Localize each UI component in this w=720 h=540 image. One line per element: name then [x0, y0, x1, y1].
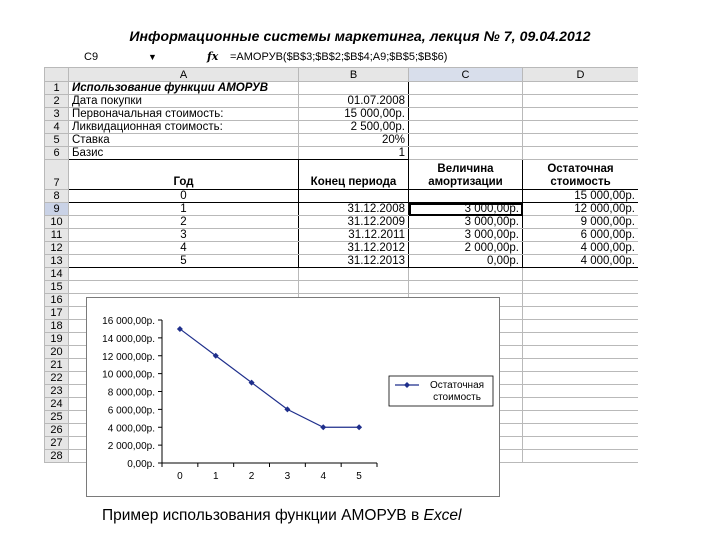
cell-b8[interactable] [299, 190, 409, 203]
cell-b12[interactable]: 31.12.2012 [299, 242, 409, 255]
cell-d3[interactable] [523, 108, 639, 121]
cell-c6[interactable] [409, 147, 523, 160]
row-header[interactable]: 12 [45, 242, 69, 255]
table-row [45, 160, 639, 190]
cell-a11[interactable]: 3 [69, 229, 299, 242]
cell-d15[interactable] [523, 281, 639, 294]
row-header[interactable]: 26 [45, 424, 69, 437]
slide-title: Информационные системы маркетинга, лекция № 7, 09.04.2012 [129, 28, 591, 44]
cell-c10[interactable]: 3 000,00р. [409, 216, 523, 229]
row-header[interactable]: 20 [45, 346, 69, 359]
cell-a12[interactable]: 4 [69, 242, 299, 255]
row-header[interactable]: 10 [45, 216, 69, 229]
data-point [320, 424, 326, 430]
cell-c12[interactable]: 2 000,00р. [409, 242, 523, 255]
row-header[interactable]: 6 [45, 147, 69, 160]
row-header[interactable]: 23 [45, 385, 69, 398]
cell-b2[interactable]: 01.07.2008 [299, 95, 409, 108]
row-header[interactable]: 24 [45, 398, 69, 411]
table-row [45, 147, 639, 160]
cell-d2[interactable] [523, 95, 639, 108]
x-tick-label: 2 [248, 471, 255, 482]
y-tick-label: 10 000,00р. [102, 369, 155, 381]
cell-d18[interactable] [523, 320, 639, 333]
row-header[interactable]: 1 [45, 82, 69, 95]
x-tick-label: 1 [212, 471, 219, 482]
cell-b7[interactable]: Конец периода [299, 160, 409, 190]
table-row [45, 190, 639, 203]
row-header[interactable]: 3 [45, 108, 69, 121]
column-header-row [45, 68, 639, 82]
cell-c3[interactable] [409, 108, 523, 121]
table-row [45, 203, 639, 216]
cell-d5[interactable] [523, 134, 639, 147]
cell-b9[interactable]: 31.12.2008 [299, 203, 409, 216]
cell-d11[interactable]: 6 000,00р. [523, 229, 639, 242]
cell-b3[interactable]: 15 000,00р. [299, 108, 409, 121]
table-row [45, 281, 639, 294]
row-header[interactable]: 21 [45, 359, 69, 372]
cell-d6[interactable] [523, 147, 639, 160]
row-header[interactable]: 4 [45, 121, 69, 134]
row-header[interactable]: 19 [45, 333, 69, 346]
y-tick-label: 4 000,00р. [107, 423, 155, 435]
row-header[interactable]: 11 [45, 229, 69, 242]
x-tick-label: 0 [177, 471, 183, 482]
cell-b6[interactable]: 1 [299, 147, 409, 160]
cell-c7[interactable]: Величина амортизации [409, 160, 523, 190]
cell-a8[interactable]: 0 [69, 190, 299, 203]
x-tick-label: 4 [320, 471, 327, 482]
cell-c5[interactable] [409, 134, 523, 147]
cell-a5[interactable]: Ставка [69, 134, 299, 147]
cell-d17[interactable] [523, 307, 639, 320]
row-header[interactable]: 14 [45, 268, 69, 281]
cell-c8[interactable] [409, 190, 523, 203]
row-header[interactable]: 13 [45, 255, 69, 268]
table-row [45, 95, 639, 108]
caption-app-name: Excel [423, 507, 462, 524]
cell-c11[interactable]: 3 000,00р. [409, 229, 523, 242]
cell-a6[interactable]: Базис [69, 147, 299, 160]
name-box-dropdown-icon[interactable]: ▼ [148, 52, 157, 62]
select-all-corner[interactable] [45, 68, 69, 82]
cell-c9[interactable]: 3 000,00р. [409, 203, 523, 216]
legend-label: стоимость [433, 392, 481, 403]
y-tick-label: 14 000,00р. [102, 333, 155, 345]
cell-d16[interactable] [523, 294, 639, 307]
cell-d23[interactable] [523, 385, 639, 398]
row-header[interactable]: 15 [45, 281, 69, 294]
table-row [45, 82, 639, 95]
cell-d27[interactable] [523, 437, 639, 450]
formula-bar [84, 50, 639, 64]
series-line [180, 329, 359, 427]
cell-d19[interactable] [523, 333, 639, 346]
cell-b11[interactable]: 31.12.2011 [299, 229, 409, 242]
cell-d1[interactable] [523, 82, 639, 95]
row-header[interactable]: 27 [45, 437, 69, 450]
cell-c4[interactable] [409, 121, 523, 134]
cell-b15[interactable] [299, 281, 409, 294]
x-tick-label: 3 [284, 471, 291, 482]
cell-c13[interactable]: 0,00р. [409, 255, 523, 268]
table-row [45, 216, 639, 229]
cell-d13[interactable]: 4 000,00р. [523, 255, 639, 268]
cell-b10[interactable]: 31.12.2009 [299, 216, 409, 229]
cell-d20[interactable] [523, 346, 639, 359]
cell-c1[interactable] [409, 82, 523, 95]
row-header[interactable]: 28 [45, 450, 69, 463]
table-row [45, 268, 639, 281]
cell-a4[interactable]: Ликвидационная стоимость: [69, 121, 299, 134]
slide-caption [102, 507, 461, 525]
table-row [45, 108, 639, 121]
row-header[interactable]: 9 [45, 203, 69, 216]
column-header-c[interactable]: C [409, 68, 523, 82]
cell-a3[interactable]: Первоначальная стоимость: [69, 108, 299, 121]
cell-d8[interactable]: 15 000,00р. [523, 190, 639, 203]
cell-a2[interactable]: Дата покупки [69, 95, 299, 108]
cell-d12[interactable]: 4 000,00р. [523, 242, 639, 255]
y-tick-label: 12 000,00р. [102, 351, 155, 363]
caption-text: Пример использования функции АМОРУВ в [102, 507, 420, 524]
cell-d24[interactable] [523, 398, 639, 411]
cell-d9[interactable]: 12 000,00р. [523, 203, 639, 216]
cell-d25[interactable] [523, 411, 639, 424]
row-header[interactable]: 25 [45, 411, 69, 424]
cell-a10[interactable]: 2 [69, 216, 299, 229]
cell-d4[interactable] [523, 121, 639, 134]
cell-d22[interactable] [523, 372, 639, 385]
cell-a9[interactable]: 1 [69, 203, 299, 216]
cell-c2[interactable] [409, 95, 523, 108]
cell-d26[interactable] [523, 424, 639, 437]
data-point [356, 424, 362, 430]
name-box[interactable]: C9 [84, 51, 99, 63]
cell-a14[interactable] [69, 268, 299, 281]
cell-c15[interactable] [409, 281, 523, 294]
cell-b4[interactable]: 2 500,00р. [299, 121, 409, 134]
column-header-b[interactable]: B [299, 68, 409, 82]
table-row [45, 121, 639, 134]
cell-b1[interactable] [299, 82, 409, 95]
formula-input[interactable]: =АМОРУВ($B$3;$B$2;$B$4;A9;$B$5;$B$6) [230, 51, 448, 63]
y-tick-label: 6 000,00р. [107, 405, 155, 417]
cell-b5[interactable]: 20% [299, 134, 409, 147]
row-header[interactable]: 5 [45, 134, 69, 147]
cell-d28[interactable] [523, 450, 639, 463]
y-tick-label: 8 000,00р. [107, 387, 155, 399]
row-header[interactable]: 18 [45, 320, 69, 333]
cell-b14[interactable] [299, 268, 409, 281]
row-header[interactable]: 2 [45, 95, 69, 108]
legend-label: Остаточная [429, 380, 485, 391]
cell-a1[interactable]: Использование функции АМОРУВ [69, 82, 299, 95]
table-row [45, 229, 639, 242]
row-header[interactable]: 8 [45, 190, 69, 203]
row-header[interactable]: 17 [45, 307, 69, 320]
row-header[interactable]: 16 [45, 294, 69, 307]
table-row [45, 134, 639, 147]
cell-a7[interactable]: Год [69, 160, 299, 190]
x-tick-label: 5 [356, 471, 362, 482]
cell-b13[interactable]: 31.12.2013 [299, 255, 409, 268]
cell-c14[interactable] [409, 268, 523, 281]
chart[interactable] [86, 297, 500, 497]
chart-svg [87, 298, 501, 498]
cell-d7[interactable]: Остаточная стоимость [523, 160, 639, 190]
column-header-a[interactable]: A [69, 68, 299, 82]
cell-a13[interactable]: 5 [69, 255, 299, 268]
table-row [45, 242, 639, 255]
column-header-d[interactable]: D [523, 68, 639, 82]
row-header[interactable]: 7 [45, 160, 69, 190]
table-row [45, 255, 639, 268]
y-tick-label: 0,00р. [127, 459, 155, 470]
cell-a15[interactable] [69, 281, 299, 294]
cell-d14[interactable] [523, 268, 639, 281]
y-tick-label: 16 000,00р. [102, 316, 155, 327]
fx-icon[interactable]: fx [207, 50, 219, 63]
cell-d21[interactable] [523, 359, 639, 372]
cell-d10[interactable]: 9 000,00р. [523, 216, 639, 229]
row-header[interactable]: 22 [45, 372, 69, 385]
y-tick-label: 2 000,00р. [107, 441, 155, 453]
